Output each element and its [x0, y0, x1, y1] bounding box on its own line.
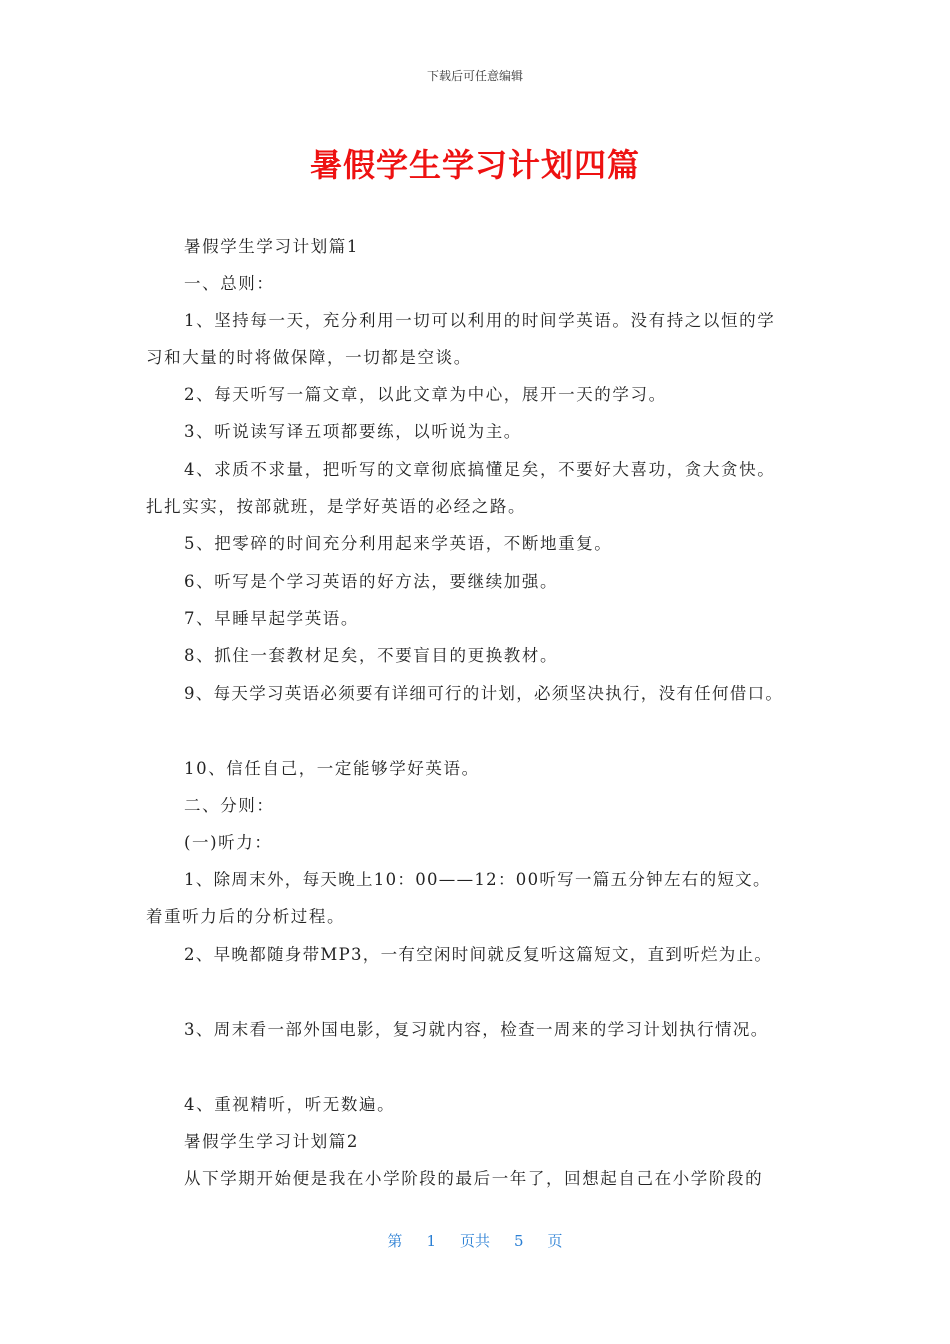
- document-title: 暑假学生学习计划四篇: [309, 146, 640, 184]
- page-footer: [0, 1230, 950, 1251]
- paragraph: 2、早晚都随身带MP3，一有空闲时间就反复听这篇短文，直到听烂为止。: [184, 945, 773, 964]
- paragraph: 4、重视精听，听无数遍。: [184, 1095, 396, 1114]
- paragraph: 4、求质不求量，把听写的文章彻底搞懂足矣，不要好大喜功，贪大贪快。: [184, 460, 776, 479]
- paragraph: 5、把零碎的时间充分利用起来学英语，不断地重复。: [184, 534, 613, 553]
- paragraph-continuation: 扎扎实实，按部就班，是学好英语的必经之路。: [146, 497, 527, 516]
- header-note: 下载后可任意编辑: [426, 69, 523, 83]
- subheading-details: 二、分则：: [184, 796, 275, 815]
- paragraph: 3、周末看一部外国电影，复习就内容，检查一周来的学习计划执行情况。: [184, 1020, 769, 1039]
- footer-total-number: 5: [514, 1232, 524, 1250]
- footer-page-suffix: 页: [547, 1232, 563, 1250]
- paragraph: 从下学期开始便是我在小学阶段的最后一年了，回想起自己在小学阶段的: [184, 1169, 764, 1188]
- footer-page-number: 1: [426, 1232, 436, 1250]
- section-heading-1: 暑假学生学习计划篇1: [184, 237, 359, 256]
- paragraph: 1、坚持每一天，充分利用一切可以利用的时间学英语。没有持之以恒的学: [184, 311, 776, 330]
- paragraph: 10、信任自己，一定能够学好英语。: [184, 759, 480, 778]
- paragraph: 3、听说读写译五项都要练，以听说为主。: [184, 422, 522, 441]
- paragraph: 7、早睡早起学英语。: [184, 609, 359, 628]
- paragraph: 6、听写是个学习英语的好方法，要继续加强。: [184, 572, 559, 591]
- subheading-general: 一、总则：: [184, 274, 275, 293]
- subheading-listening: (一)听力：: [184, 833, 273, 852]
- paragraph: 1、除周末外，每天晚上10：00——12：00听写一篇五分钟左右的短文。: [184, 870, 771, 889]
- footer-page-label: 第: [387, 1232, 403, 1250]
- paragraph-continuation: 习和大量的时将做保障，一切都是空谈。: [146, 348, 472, 367]
- paragraph: 2、每天听写一篇文章，以此文章为中心，展开一天的学习。: [184, 385, 667, 404]
- section-heading-2: 暑假学生学习计划篇2: [184, 1132, 359, 1151]
- footer-total-label: 页共: [459, 1232, 490, 1250]
- paragraph-continuation: 着重听力后的分析过程。: [146, 907, 346, 926]
- paragraph: 8、抓住一套教材足矣，不要盲目的更换教材。: [184, 646, 559, 665]
- paragraph: 9、每天学习英语必须要有详细可行的计划，必须坚决执行，没有任何借口。: [184, 684, 784, 703]
